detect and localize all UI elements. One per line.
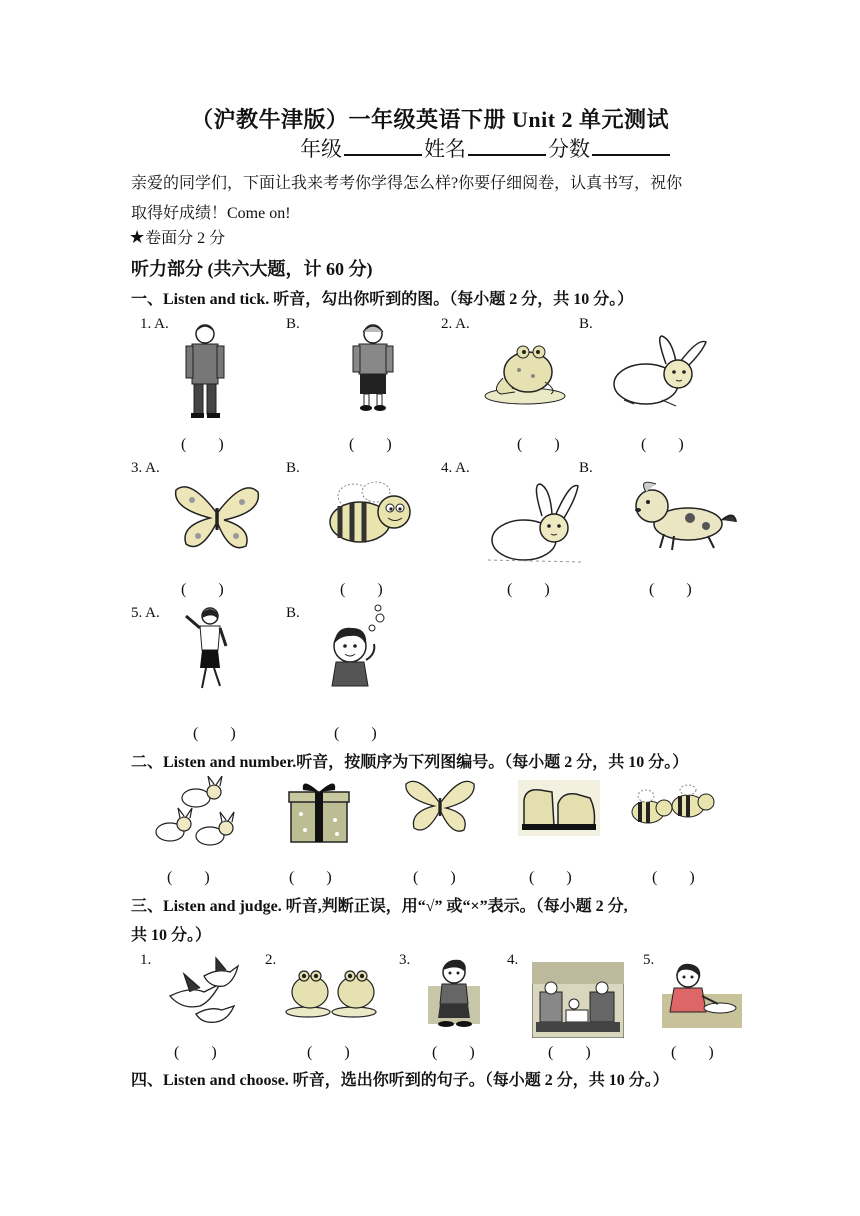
girl-thinking-icon xyxy=(322,604,394,688)
section2-title: 二、Listen and number.听音，按顺序为下列图编号。（每小题 2 分，共 10 分。） xyxy=(131,754,689,771)
q3-b-answer[interactable]: ( ) xyxy=(340,581,383,598)
grade-label: 年级 xyxy=(300,137,342,161)
section3-title-line-2: 共 10 分。） xyxy=(131,927,212,944)
q4-b-label: B. xyxy=(579,460,593,476)
q5-b-answer[interactable]: ( ) xyxy=(334,725,377,742)
neatness-score xyxy=(129,225,225,248)
q2-a-label: 2. A. xyxy=(441,316,470,332)
intro-line-1: 亲爱的同学们，下面让我来考考你学得怎么样?你要仔细阅卷，认真书写，祝你 xyxy=(131,175,683,192)
s3-q5-label: 5. xyxy=(643,952,655,968)
s3-answer-4[interactable]: ( ) xyxy=(548,1044,591,1061)
woman-icon xyxy=(180,606,236,692)
listening-header: 听力部分 (共六大题，计 60 分) xyxy=(131,259,373,279)
student-info xyxy=(300,133,672,163)
name-label: 姓名 xyxy=(424,137,466,161)
girl-cooking-icon xyxy=(662,960,742,1028)
grandfather-icon xyxy=(180,322,230,420)
section4-title: 四、Listen and choose. 听音，选出你听到的句子。（每小题 2 分，共 10 分。） xyxy=(131,1072,669,1089)
grade-blank xyxy=(344,134,422,156)
q2-b-label: B. xyxy=(579,316,593,332)
q3-a-label: 3. A. xyxy=(131,460,160,476)
s3-answer-1[interactable]: ( ) xyxy=(174,1044,217,1061)
rabbit-icon xyxy=(486,482,590,568)
name-blank xyxy=(468,134,546,156)
s2-answer-4[interactable]: ( ) xyxy=(529,869,572,886)
family-room-icon xyxy=(532,962,624,1038)
rabbits-icon xyxy=(148,776,246,852)
q1-a-label: 1. A. xyxy=(140,316,169,332)
s2-answer-5[interactable]: ( ) xyxy=(652,869,695,886)
q4-b-answer[interactable]: ( ) xyxy=(649,581,692,598)
s2-answer-1[interactable]: ( ) xyxy=(167,869,210,886)
intro-line-2: 取得好成绩！Come on! xyxy=(131,205,291,222)
section1-title: 一、Listen and tick. 听音，勾出你听到的图。（每小题 2 分，共 10 分。） xyxy=(131,291,634,308)
q2-b-answer[interactable]: ( ) xyxy=(641,436,684,453)
neatness-label: 卷面分 2 分 xyxy=(145,230,226,247)
shoes-icon xyxy=(518,780,600,836)
q4-a-label: 4. A. xyxy=(441,460,470,476)
q5-a-answer[interactable]: ( ) xyxy=(193,725,236,742)
dog-icon xyxy=(626,476,738,554)
grandmother-icon xyxy=(348,322,398,412)
gift-box-icon xyxy=(287,780,351,844)
bees-icon xyxy=(628,784,718,832)
s3-q1-label: 1. xyxy=(140,952,152,968)
s3-q2-label: 2. xyxy=(265,952,277,968)
butterfly-icon xyxy=(402,776,478,836)
score-label: 分数 xyxy=(548,137,590,161)
s2-answer-2[interactable]: ( ) xyxy=(289,869,332,886)
birds-icon xyxy=(160,956,242,1026)
q5-b-label: B. xyxy=(286,605,300,621)
s3-q4-label: 4. xyxy=(507,952,519,968)
star-icon: ★ xyxy=(129,227,146,247)
frogs-icon xyxy=(284,962,380,1018)
q1-b-answer[interactable]: ( ) xyxy=(349,436,392,453)
score-blank xyxy=(592,134,670,156)
s3-answer-2[interactable]: ( ) xyxy=(307,1044,350,1061)
q5-a-label: 5. A. xyxy=(131,605,160,621)
q3-b-label: B. xyxy=(286,460,300,476)
butterfly-icon xyxy=(170,482,264,554)
frog-icon xyxy=(483,338,567,408)
q3-a-answer[interactable]: ( ) xyxy=(181,581,224,598)
s2-answer-3[interactable]: ( ) xyxy=(413,869,456,886)
q1-b-label: B. xyxy=(286,316,300,332)
bee-icon xyxy=(320,478,416,548)
page-title: （沪教牛津版）一年级英语下册 Unit 2 单元测试 xyxy=(190,107,670,132)
section3-title-line-1: 三、Listen and judge. 听音,判断正误，用“√” 或“×”表示。（每小题 2 分, xyxy=(131,898,628,915)
s3-answer-5[interactable]: ( ) xyxy=(671,1044,714,1061)
q2-a-answer[interactable]: ( ) xyxy=(517,436,560,453)
s3-q3-label: 3. xyxy=(399,952,411,968)
q1-a-answer[interactable]: ( ) xyxy=(181,436,224,453)
q4-a-answer[interactable]: ( ) xyxy=(507,581,550,598)
rabbit-icon xyxy=(606,334,710,412)
s3-answer-3[interactable]: ( ) xyxy=(432,1044,475,1061)
boy-sitting-icon xyxy=(428,958,480,1030)
